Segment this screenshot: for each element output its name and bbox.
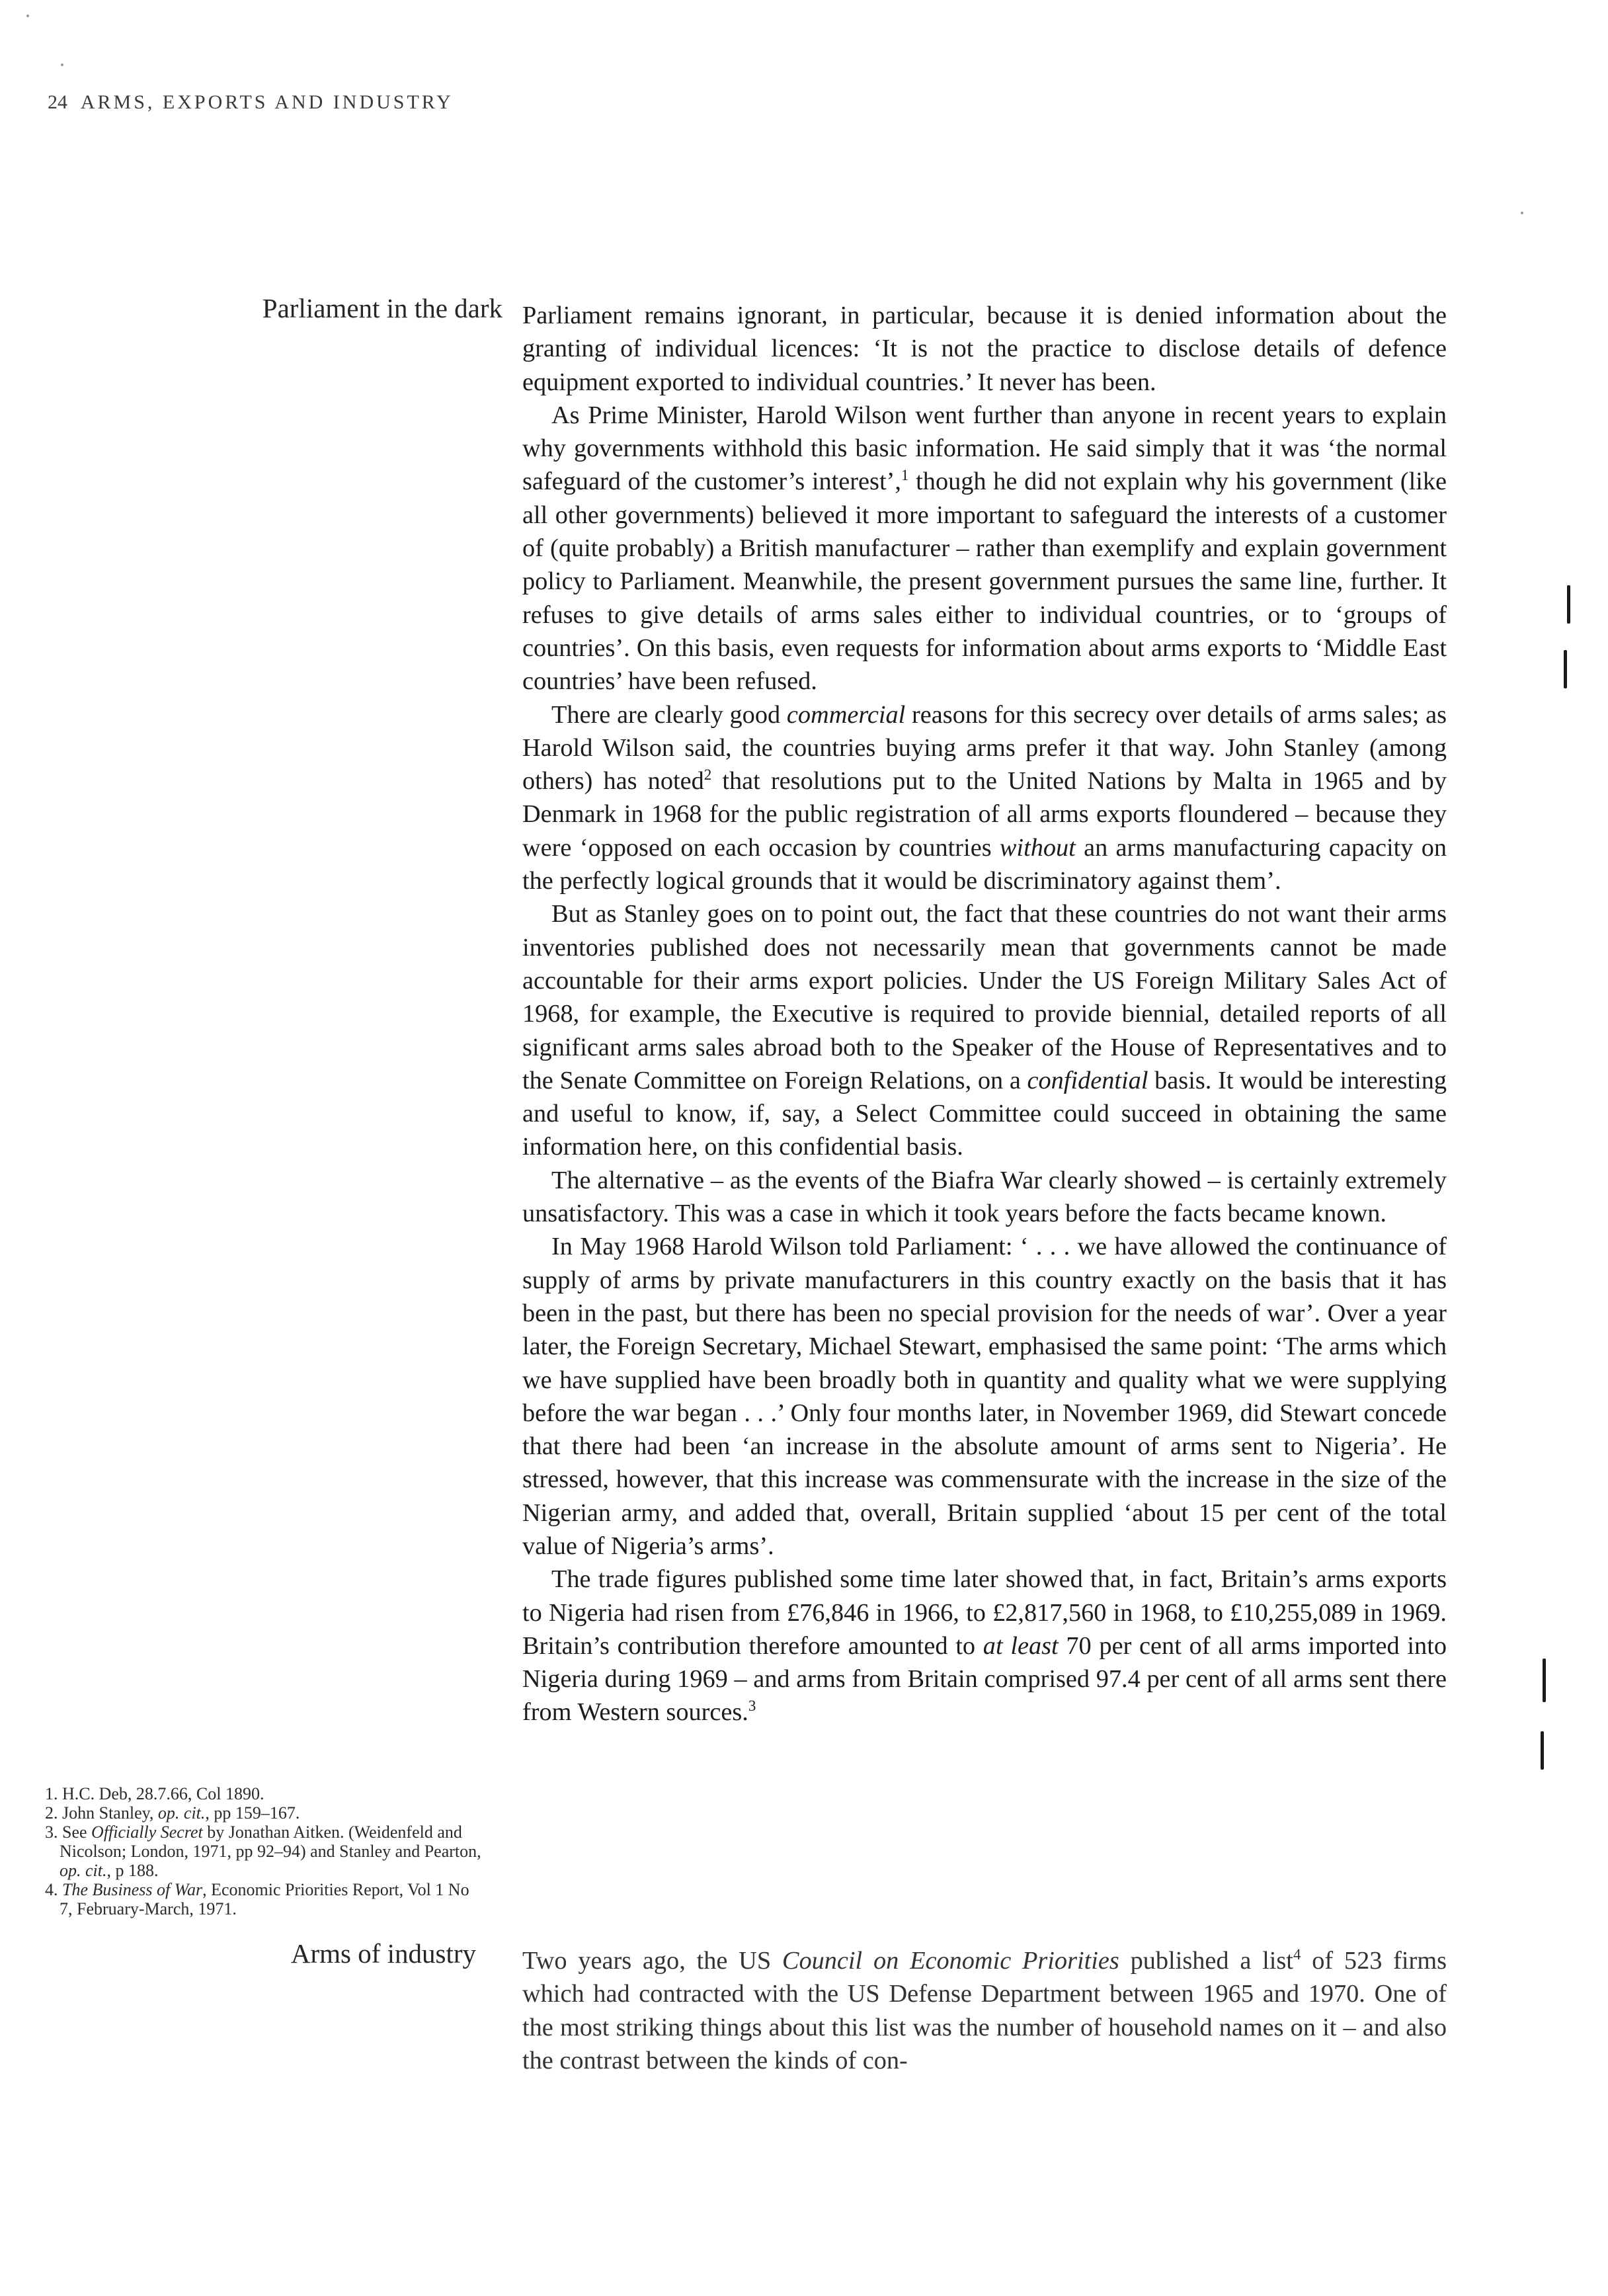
revision-bar [1543, 1659, 1546, 1702]
side-heading-parliament-in-the-dark: Parliament in the dark [262, 293, 502, 323]
footnote-1: 1. H.C. Deb, 28.7.66, Col 1890. [45, 1784, 264, 1803]
paragraph: There are clearly good commercial reasons for this secrecy over details of arms sales; as Harold Wilson said, the countries buying arms prefer it that way. John Stanley (among others) has noted$^2$ that resolutions put to the United Nations by Malta in 1965 and by Denmark in 1968 for the public registration of all arms exports floundered – because they were ‘opposed on each occasion by countries without an arms manufacturing capacity on the perfectly logical grounds that it would be discriminatory against them’. [522, 700, 1447, 895]
revision-bar [1567, 585, 1570, 624]
footnote-ref-1: 1 [901, 467, 909, 484]
scan-speck [1521, 212, 1523, 214]
paragraph: In May 1968 Harold Wilson told Parliament: ‘ . . . we have allowed the continuance of supply of arms by private manufacturers in this country exactly on the basis that it has been in the past, but there has been no special provision for the needs of war’. Over a year later, the Foreign Secretary, Michael Stewart, emphasised the same point: ‘The arms which we have supplied have been broadly both in quantity and quality what we were supplying before the war began . . .’ Only four months later, in November 1969, did Stewart concede that there had been ‘an increase in the absolute amount of arms sent to Nigeria’. He stressed, however, that this increase was commensurate with the increase in the size of the Nigerian army, and added that, overall, Britain supplied ‘about 15 per cent of the total value of Nigeria’s arms’. [522, 1233, 1447, 1560]
revision-bar [1564, 650, 1567, 688]
paragraph: As Prime Minister, Harold Wilson went further than anyone in recent years to explain why governments withhold this basic information. He said simply that it was ‘the normal safeguard of the customer’s interest’,$^1$ though he did not explain why his government (like all other governments) believed it more important to safeguard the interests of a customer of (quite probably) a British manufacturer – rather than exemplify and explain government policy to Parliament. Meanwhile, the present government pursues the same line, further. It refuses to give details of arms sales either to individual countries, or to ‘groups of countries’. On this basis, even requests for information about arms exports to ‘Middle East countries’ have been refused. [522, 401, 1447, 696]
paragraph: Parliament remains ignorant, in particular, because it is denied information about the granting of individual licences: ‘It is not the practice to disclose details of defence equipment exported to individual countries.’ It never has been. [522, 302, 1447, 396]
paragraph: But as Stanley goes on to point out, the fact that these countries do not want their arms inventories published does not necessarily mean that governments cannot be made accountable for their arms export policies. Under the US Foreign Military Sales Act of 1968, for example, the Executive is required to provide biennial, detailed reports of all significant arms sales abroad both to the Speaker of the House of Representatives and to the Senate Committee on Foreign Relations, on a confidential basis. It would be interesting and useful to know, if, say, a Select Committee could succeed in obtaining the same information here, on this confidential basis. [522, 900, 1447, 1161]
footnote-ref-2: 2 [704, 766, 712, 784]
footnote-ref-3: 3 [748, 1698, 756, 1715]
revision-bar [1541, 1731, 1544, 1770]
footnote-4: 4. The Business of War, Economic Priorities Report, Vol 1 No 7, February-March, 1971. [45, 1880, 469, 1918]
paragraph: Two years ago, the US Council on Economic Priorities published a list$^4$ of 523 firms which had contracted with the US Defense Department between 1965 and 1970. One of the most striking things about this list was the number of household names on it – and also the contrast between the kinds of con- [522, 1946, 1447, 2074]
scan-speck [26, 15, 29, 17]
running-head [48, 91, 454, 114]
body-text-section-2 [522, 1944, 1447, 2077]
footnote-3: 3. See Officially Secret by Jonathan Aitken. (Weidenfeld and Nicolson; London, 1971, pp 92–94) and Stanley and Pearton, op. cit., p 188. [45, 1823, 481, 1880]
side-heading-arms-of-industry: Arms of industry [290, 1938, 476, 1969]
running-title: ARMS, EXPORTS AND INDUSTRY [80, 91, 454, 113]
paragraph: The trade figures published some time later showed that, in fact, Britain’s arms exports to Nigeria had risen from £76,846 in 1966, to £2,817,560 in 1968, to £10,255,089 in 1969. Britain’s contribution therefore amounted to at least 70 per cent of all arms imported into Nigeria during 1969 – and arms from Britain comprised 97.4 per cent of all arms sent there from Western sources.$^3$ [522, 1565, 1447, 1727]
footnote-2: 2. John Stanley, op. cit., pp 159–167. [45, 1803, 300, 1823]
footnotes [45, 1784, 481, 1918]
footnote-ref-4: 4 [1293, 1946, 1301, 1963]
paragraph: The alternative – as the events of the Biafra War clearly showed – is certainly extremely unsatisfactory. This was a case in which it took years before the facts became known. [522, 1166, 1447, 1228]
body-text-section-1 [522, 299, 1447, 1729]
page-number: 24 [48, 91, 67, 113]
scan-speck [61, 63, 63, 66]
